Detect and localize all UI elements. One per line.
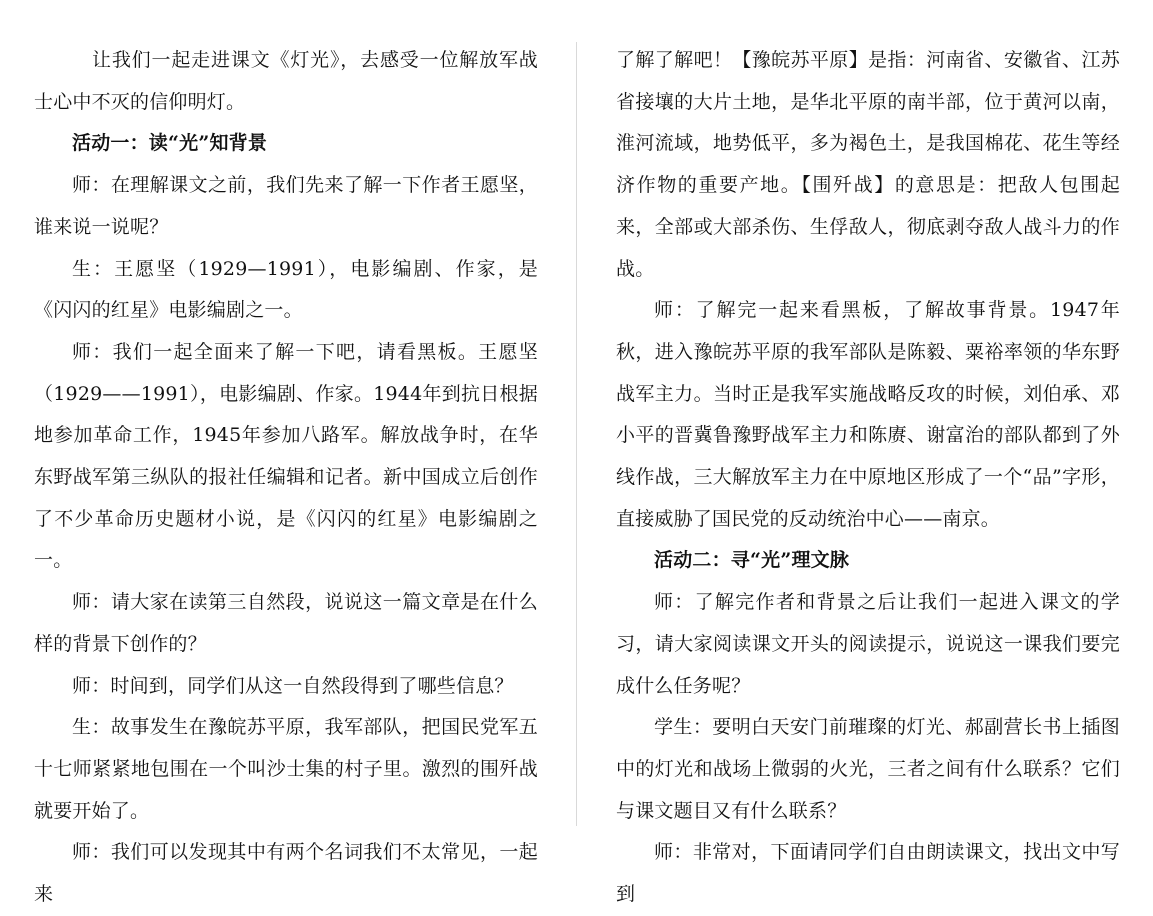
terms-explanation: 了解了解吧！【豫皖苏平原】是指：河南省、安徽省、江苏省接壤的大片土地，是华北平原的南半部，位于黄河以南，淮河流域，地势低平，多为褐色土，是我国棉花、花生等经济作物的重要产地。【围歼战】的意思是：把敌人包围起来，全部或大部杀伤、生俘敌人，彻底剥夺敌人战斗力的作战。 <box>616 49 1120 280</box>
teacher-task-question: 师：了解完作者和背景之后让我们一起进入课文的学习，请大家阅读课文开头的阅读提示，说说这一课我们要完成什么任务呢？ <box>616 591 1120 697</box>
column-divider <box>576 42 577 826</box>
teacher-question-author: 师：在理解课文之前，我们先来了解一下作者王愿坚，谁来说一说呢？ <box>34 174 538 238</box>
teacher-author-intro: 师：我们一起全面来了解一下吧，请看黑板。王愿坚（1929——1991），电影编剧、作家。1944年到抗日根据地参加革命工作，1945年参加八路军。解放战争时，在华东野战军第三纵队的报社任编辑和记者。新中国成立后创作了不少革命历史题材小说，是《闪闪的红星》电影编剧之一。 <box>34 340 538 572</box>
teacher-story-background: 师：了解完一起来看黑板，了解故事背景。1947年秋，进入豫皖苏平原的我军部队是陈毅、粟裕率领的华东野战军主力。当时正是我军实施战略反攻的时候，刘伯承、邓小平的晋冀鲁豫野战军主力和陈赓、谢富治的部队都到了外线作战，三大解放军主力在中原地区形成了一个“品”字形，直接威胁了国民党的反动统治中心——南京。 <box>616 299 1120 530</box>
student-answer-author: 生：王愿坚（1929—1991），电影编剧、作家，是《闪闪的红星》电影编剧之一。 <box>34 257 538 322</box>
teacher-question-background: 师：请大家在读第三自然段，说说这一篇文章是在什么样的背景下创作的？ <box>34 591 538 655</box>
teacher-reading-instruction: 师：非常对，下面请同学们自由朗读课文，找出文中写到 <box>616 841 1120 906</box>
activity-two-heading: 活动二：寻“光”理文脉 <box>654 549 850 572</box>
left-column <box>34 40 538 916</box>
teacher-question-info: 师：时间到，同学们从这一自然段得到了哪些信息？ <box>72 674 514 697</box>
student-answer-story: 生：故事发生在豫皖苏平原，我军部队，把国民党军五十七师紧紧地包围在一个叫沙士集的村子里。激烈的围歼战就要开始了。 <box>34 716 538 822</box>
student-task-answer: 学生：要明白天安门前璀璨的灯光、郝副营长书上插图中的灯光和战场上微弱的火光，三者之间有什么联系？它们与课文题目又有什么联系？ <box>616 716 1120 822</box>
right-column <box>616 40 1120 916</box>
teacher-terms-intro: 师：我们可以发现其中有两个名词我们不太常见，一起来 <box>34 841 538 906</box>
activity-one-heading: 活动一：读“光”知背景 <box>72 132 268 155</box>
intro-paragraph: 让我们一起走进课文《灯光》，去感受一位解放军战士心中不灭的信仰明灯。 <box>34 49 538 113</box>
